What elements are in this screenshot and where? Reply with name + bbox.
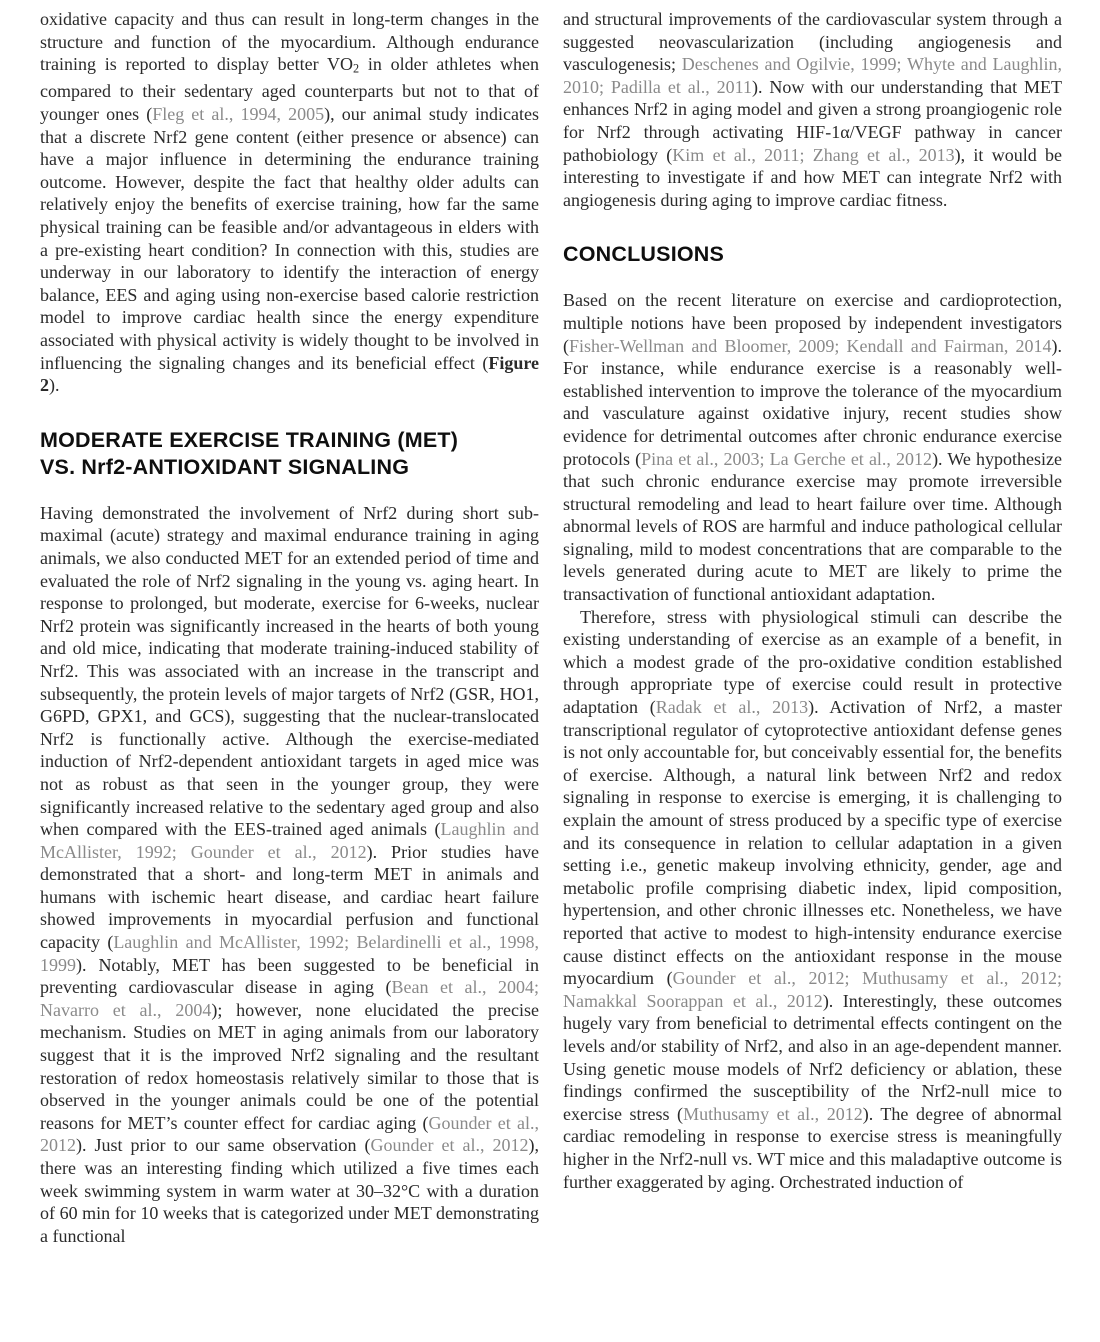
citation-link[interactable]: Bean et al., 2004; Navarro et al., 2004 [40, 977, 539, 1020]
left-column [40, 8, 539, 1342]
citation-link[interactable]: Fisher-Wellman and Bloomer, 2009; Kendall and Fairman, 2014 [569, 335, 1052, 356]
paragraph [563, 8, 1062, 211]
subscript-run: 2 [353, 61, 360, 76]
text-run: ). The degree of abnormal cardiac remodeling in response to exercise stress is meaningfully higher in the Nrf2-null vs. WT mice and this maladaptive outcome is further exaggerated by aging. Orchestrated induction of [563, 1103, 1062, 1192]
citation-link[interactable]: Kim et al., 2011; Zhang et al., 2013 [672, 144, 955, 165]
text-run: ). For instance, while endurance exercise is a reasonably well-established intervention to improve the tolerance of the myocardium and vasculature against oxidative injury, recent studies show evidence for detrimental outcomes after chronic endurance exercise protocols ( [563, 335, 1062, 469]
paragraph [40, 502, 539, 1248]
text-run: in older athletes when compared to their sedentary aged counterparts but not to that of younger ones ( [40, 54, 539, 125]
paragraph [563, 289, 1062, 605]
text-run: ). Just prior to our same observation ( [76, 1135, 371, 1156]
text-run: ), our animal study indicates that a discrete Nrf2 gene content (either presence or absence) can have a major influence in determining the endurance training outcome. However, despite the fact that healthy older adults can relatively enjoy the benefits of exercise training, how far the same physical training can be feasible and/or advantageous in elders with a pre-existing heart condition? In connection with this, studies are underway in our laboratory to identify the interaction of energy balance, EES and aging using non-exercise based calorie restriction model to improve cardiac health since the energy expenditure associated with physical activity is widely thought to be involved in influencing the signaling changes and its beneficial effect ( [40, 104, 539, 373]
text-run: ). Activation of Nrf2, a master transcriptional regulator of cytoprotective antioxidant defense genes is not only accountable for, but conceivably essential for, the benefits of exercise. Although, a natural link between Nrf2 and redox signaling in response to exercise is emerging, it is challenging to explain the amount of stress produced by a specific type of exercise and its consequence in relation to cellular adaptation in a given setting i.e., genetic makeup involving ethnicity, gender, age and metabolic profile comprising diabetic index, lipid composition, hypertension, and other chronic illnesses etc. Nonetheless, we have reported that active to modest to high-intensity endurance exercise cause distinct effects on the antioxidant response in the mouse myocardium ( [563, 697, 1063, 989]
text-run: ). Notably, MET has been suggested to be beneficial in preventing cardiovascular disease in aging ( [40, 954, 539, 998]
citation-link[interactable]: Laughlin and McAllister, 1992; Belardinelli et al., 1998, 1999 [40, 932, 539, 975]
citation-link[interactable]: Radak et al., 2013 [655, 697, 809, 718]
paragraph [563, 606, 1062, 1193]
text-run: and structural improvements of the cardiovascular system through a suggested neovascularization (including angiogenesis and vasculogenesis; [563, 9, 1062, 75]
text-run: ). We hypothesize that such chronic endurance exercise may promote irreversible structural remodeling and lead to heart failure over time. Although abnormal levels of ROS are harmful and induce pathological cellular signaling, mild to modest concentrations that are comparable to the levels generated during acute to MET are likely to prime the transactivation of functional antioxidant adaptation. [563, 448, 1062, 605]
citation-link[interactable]: Deschenes and Ogilvie, 1999; Whyte and Laughlin, 2010; Padilla et al., 2011 [563, 54, 1063, 97]
section-heading: CONCLUSIONS [563, 242, 725, 267]
text-run: ). Interestingly, these outcomes hugely vary from beneficial to detrimental effects contingent on the levels and/or stability of Nrf2, and also in an age-dependent manner. Using genetic mouse models of Nrf2 deficiency or ablation, these findings confirmed the susceptibility of the Nrf2-null mice to exercise stress ( [563, 990, 1062, 1124]
section-heading: MODERATE EXERCISE TRAINING (MET) VS. Nrf2-ANTIOXIDANT SIGNALING [40, 427, 459, 479]
figure-reference: Figure 2 [40, 352, 539, 396]
right-column [563, 8, 1062, 1342]
citation-link[interactable]: Muthusamy et al., 2012 [683, 1103, 863, 1124]
text-run: oxidative capacity and thus can result in long-term changes in the structure and function of the myocardium. Although endurance training is reported to display better VO [40, 9, 539, 75]
text-run: Based on the recent literature on exercise and cardioprotection, multiple notions have been proposed by independent investigators ( [563, 290, 1062, 356]
text-run: ), there was an interesting finding which utilized a five times each week swimming system in warm water at 30–32°C with a duration of 60 min for 10 weeks that is categorized under MET demonstrating a functional [40, 1135, 540, 1246]
text-run: Therefore, stress with physiological stimuli can describe the existing understanding of exercise as an example of a benefit, in which a modest grade of the pro-oxidative condition established through appropriate type of exercise could result in protective adaptation ( [563, 606, 1062, 718]
text-run: ), it would be interesting to investigate if and how MET can integrate Nrf2 with angiogenesis during aging to improve cardiac fitness. [563, 144, 1062, 210]
citation-link[interactable]: Pina et al., 2003; La Gerche et al., 2012 [641, 448, 933, 469]
citation-link[interactable]: Gounder et al., 2012 [40, 1112, 539, 1156]
text-run: Having demonstrated the involvement of Nrf2 during short sub-maximal (acute) strategy and maximal endurance training in aging animals, we also conducted MET for an extended period of time and evaluated the role of Nrf2 signaling in the young vs. aging heart. In response to prolonged, but moderate, exercise for 6-weeks, nuclear Nrf2 protein was significantly increased in the hearts of both young and old mice, indicating that moderate training-induced stability of Nrf2. This was associated with an increase in the transcript and subsequently, the protein levels of major targets of Nrf2 (GSR, HO1, G6PD, GPX1, and GCS), suggesting that the nuclear-translocated Nrf2 is functionally active. Although the exercise-mediated induction of Nrf2-dependent antioxidant targets in aged mice was not as robust as that seen in the younger group, they were significantly increased relative to the sedentary aged group and also when compared with the EES-trained aged animals ( [40, 502, 539, 840]
citation-link[interactable]: Fleg et al., 1994, 2005 [152, 104, 325, 125]
citation-link[interactable]: Laughlin and McAllister, 1992; Gounder et al., 2012 [40, 819, 539, 862]
paragraph [40, 8, 539, 397]
text-run: ). [49, 375, 60, 396]
text-run: ); however, none elucidated the precise mechanism. Studies on MET in aging animals from our laboratory suggest that it is the improved Nrf2 signaling and the resultant restoration of redox homeostasis relatively similar to those that is observed in the younger animals could be one of the potential reasons for MET’s counter effect for cardiac aging ( [40, 999, 539, 1133]
citation-link[interactable]: Gounder et al., 2012; Muthusamy et al., 2012; Namakkal Soorappan et al., 2012 [563, 968, 1062, 1011]
citation-link[interactable]: Gounder et al., 2012 [370, 1135, 529, 1156]
text-run: ). Now with our understanding that MET enhances Nrf2 in aging model and given a strong proangiogenic role for Nrf2 through activating HIF-1α/VEGF pathway in cancer pathobiology ( [563, 76, 1062, 165]
text-run: ). Prior studies have demonstrated that a short- and long-term MET in animals and humans with ischemic heart disease, and cardiac heart failure showed improvements in myocardial perfusion and functional capacity ( [40, 841, 539, 953]
